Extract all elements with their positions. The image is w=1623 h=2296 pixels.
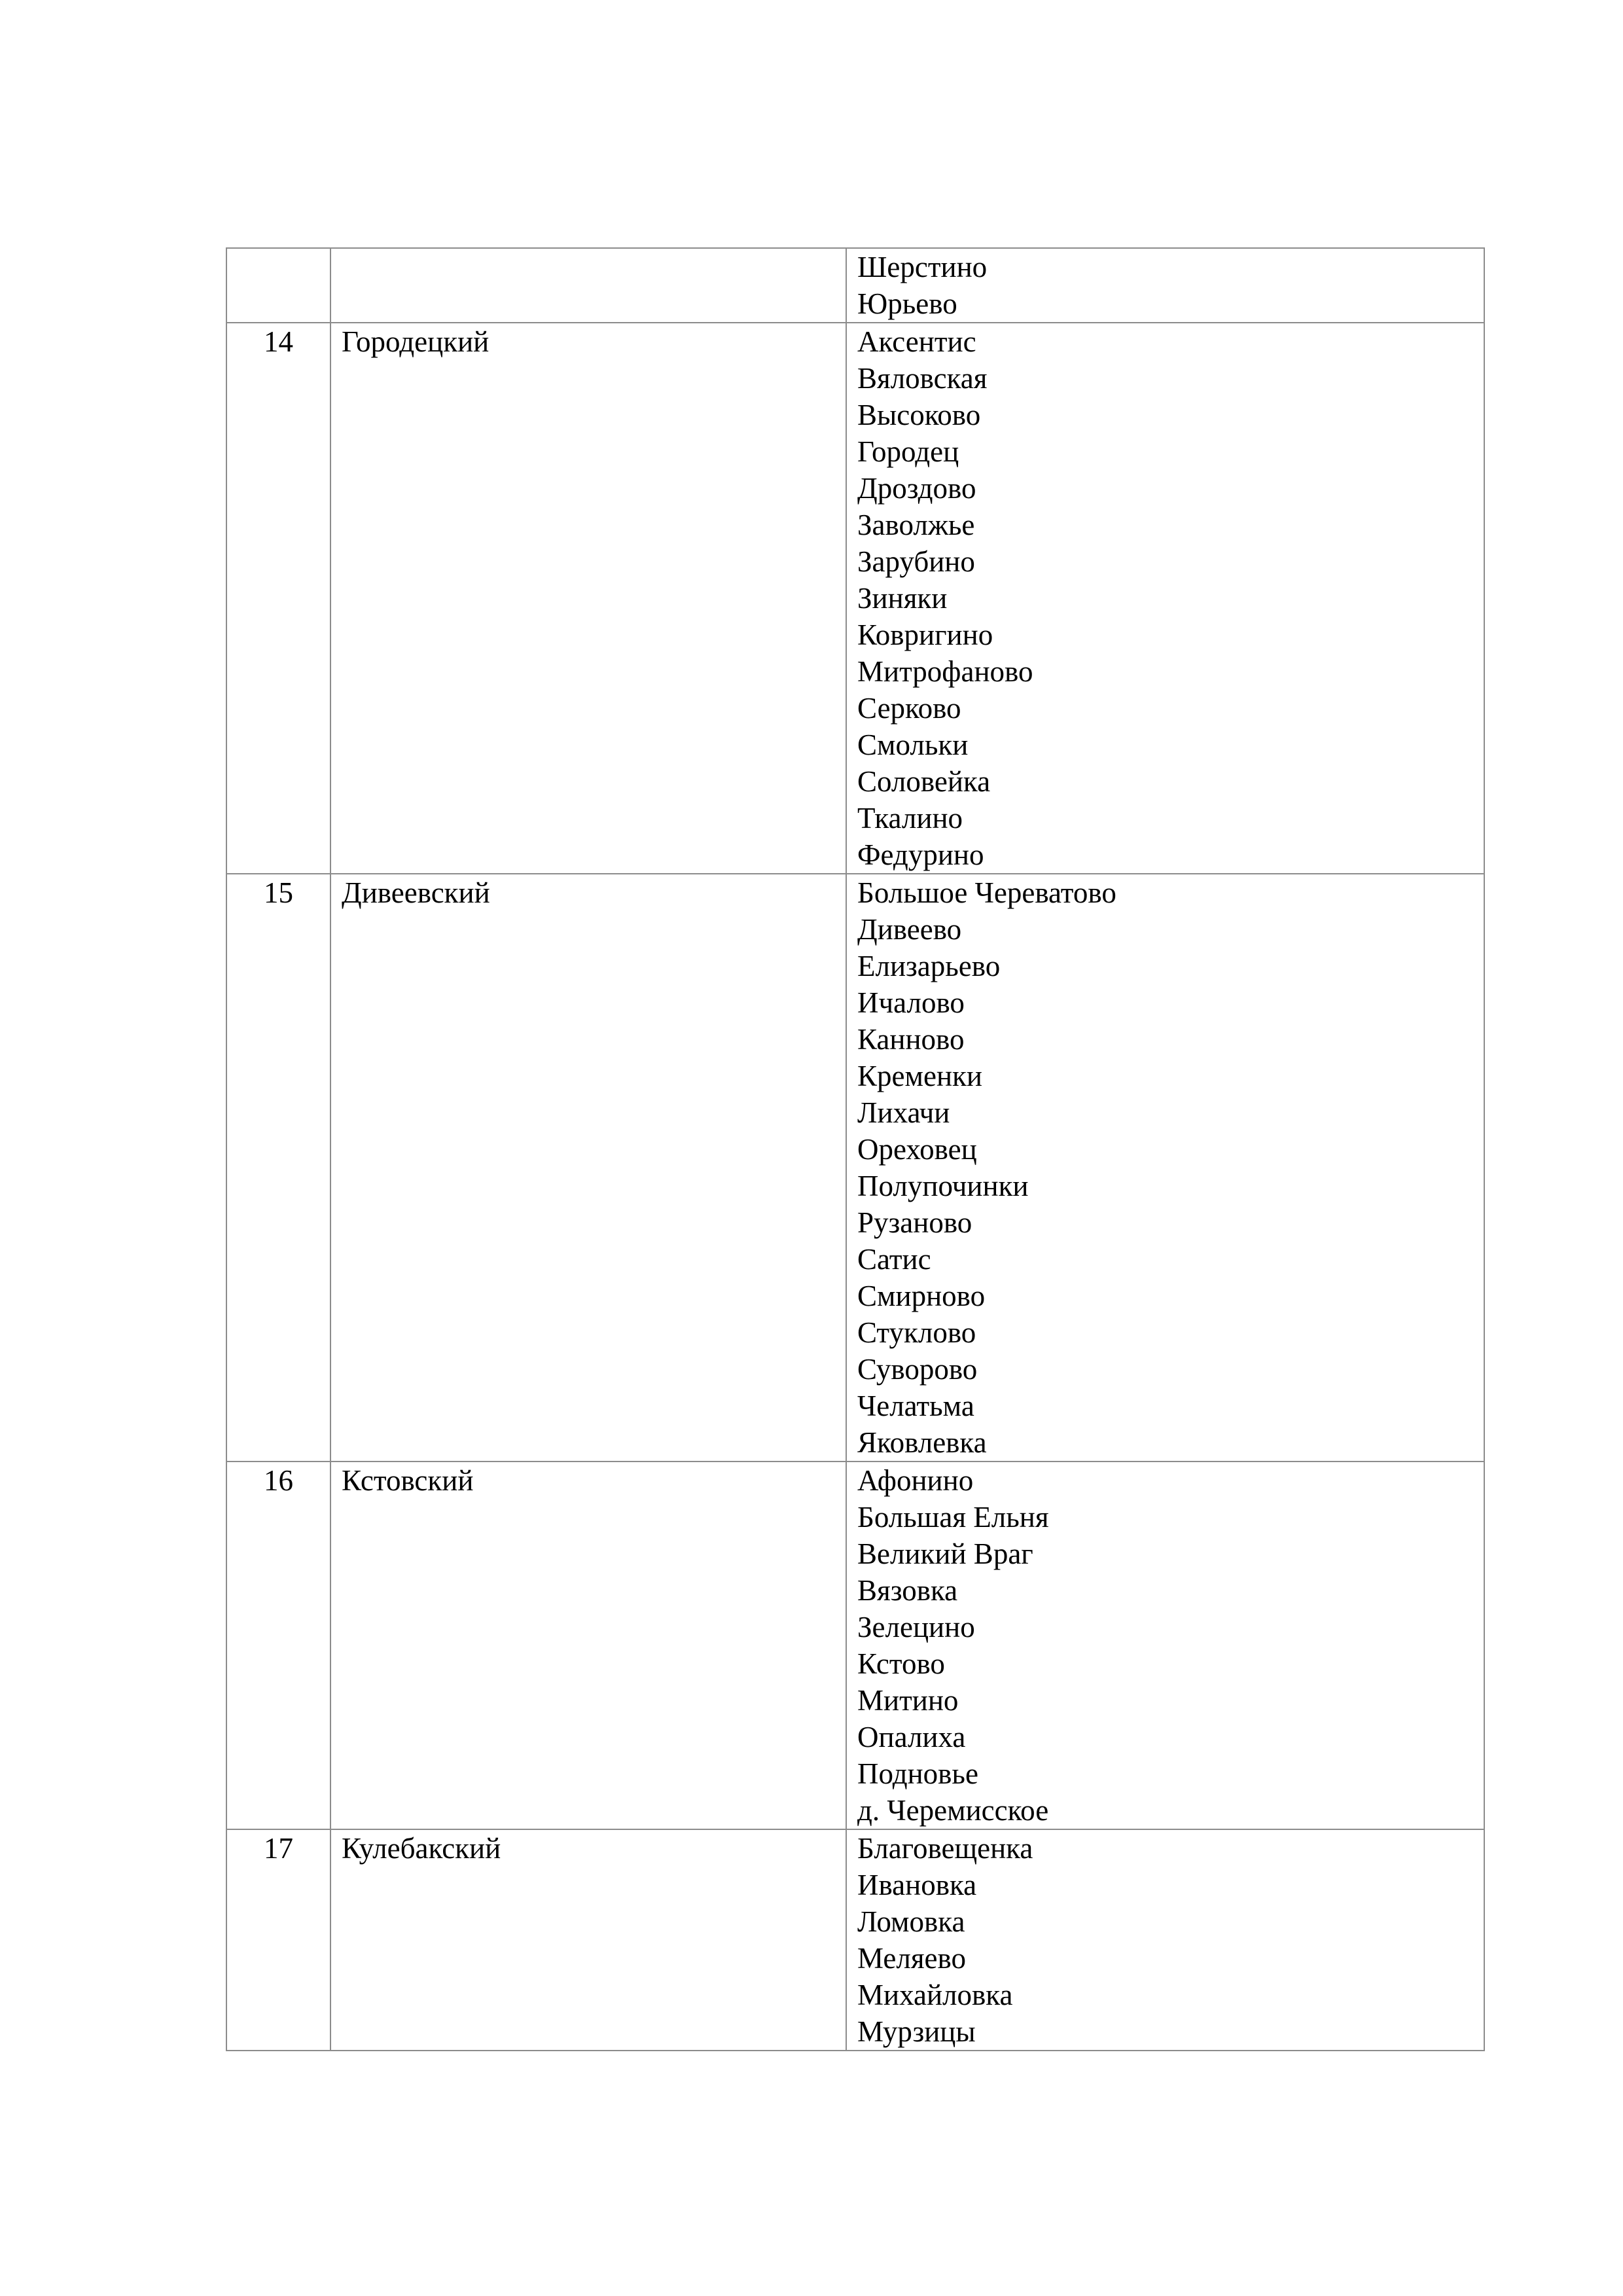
places-cell: [846, 1462, 1484, 1829]
settlements-table: [226, 247, 1485, 2051]
row-number-cell: [226, 248, 330, 323]
places-cell: [846, 874, 1484, 1462]
place-name: Суворово: [857, 1353, 978, 1386]
place-name: Меляево: [857, 1942, 966, 1975]
place-name: Ткалино: [857, 802, 963, 834]
place-name: Кстово: [857, 1647, 945, 1680]
row-number-cell: [226, 1462, 330, 1829]
places-cell: [846, 1829, 1484, 2051]
place-name: Ореховец: [857, 1133, 977, 1166]
place-name: Стуклово: [857, 1316, 976, 1349]
table-row: [226, 1462, 1484, 1829]
district-name: Кулебакский: [342, 1832, 501, 1865]
place-name: Рузаново: [857, 1206, 972, 1239]
row-number: 14: [264, 325, 293, 358]
place-name: Ивановка: [857, 1869, 977, 1901]
place-name: Дроздово: [857, 472, 976, 505]
place-name: Смольки: [857, 728, 969, 761]
place-name: Митино: [857, 1684, 959, 1717]
place-name: Ломовка: [857, 1905, 965, 1938]
table-row: [226, 323, 1484, 874]
places-cell: [846, 248, 1484, 323]
row-number: 17: [264, 1832, 293, 1865]
place-name: Лихачи: [857, 1096, 950, 1129]
table-row: [226, 874, 1484, 1462]
row-number: 15: [264, 876, 293, 909]
place-name: Митрофаново: [857, 655, 1033, 688]
place-name: Заволжье: [857, 509, 975, 541]
place-name: Мурзицы: [857, 2015, 976, 2048]
place-name: Аксентис: [857, 325, 976, 358]
district-cell: [330, 248, 846, 323]
place-name: Большое Череватово: [857, 876, 1116, 909]
place-name: Большая Ельня: [857, 1501, 1049, 1534]
places-cell: [846, 323, 1484, 874]
place-name: Ичалово: [857, 986, 965, 1019]
place-name: Ковригино: [857, 619, 993, 651]
place-name: д. Черемисское: [857, 1794, 1049, 1827]
place-name: Яковлевка: [857, 1426, 987, 1459]
place-name: Афонино: [857, 1464, 974, 1497]
place-name: Соловейка: [857, 765, 991, 798]
place-name: Опалиха: [857, 1721, 966, 1753]
place-name: Благовещенка: [857, 1832, 1033, 1865]
table-row: [226, 248, 1484, 323]
district-name: Кстовский: [342, 1464, 474, 1497]
place-name: Подновье: [857, 1757, 978, 1790]
row-number-cell: [226, 1829, 330, 2051]
table-row: [226, 1829, 1484, 2051]
district-cell: [330, 323, 846, 874]
place-name: Канново: [857, 1023, 965, 1056]
row-number-cell: [226, 874, 330, 1462]
district-cell: [330, 1829, 846, 2051]
place-name: Серково: [857, 692, 961, 725]
place-name: Юрьево: [857, 287, 957, 320]
place-name: Высоково: [857, 399, 981, 431]
district-cell: [330, 1462, 846, 1829]
place-name: Великий Враг: [857, 1537, 1033, 1570]
row-number-cell: [226, 323, 330, 874]
place-name: Елизарьево: [857, 950, 1001, 982]
district-name: Городецкий: [342, 325, 490, 358]
place-name: Зарубино: [857, 545, 975, 578]
place-name: Федурино: [857, 838, 984, 871]
row-number: 16: [264, 1464, 293, 1497]
place-name: Дивеево: [857, 913, 962, 946]
place-name: Вязовка: [857, 1574, 958, 1607]
place-name: Сатис: [857, 1243, 931, 1276]
place-name: Смирново: [857, 1280, 986, 1312]
place-name: Городец: [857, 435, 959, 468]
district-cell: [330, 874, 846, 1462]
place-name: Зелецино: [857, 1611, 975, 1643]
place-name: Челатьма: [857, 1390, 974, 1422]
place-name: Михайловка: [857, 1979, 1013, 2011]
place-name: Вяловская: [857, 362, 988, 395]
place-name: Зиняки: [857, 582, 948, 615]
place-name: Кременки: [857, 1060, 982, 1092]
place-name: Полупочинки: [857, 1170, 1029, 1202]
place-name: Шерстино: [857, 251, 988, 283]
district-name: Дивеевский: [342, 876, 490, 909]
